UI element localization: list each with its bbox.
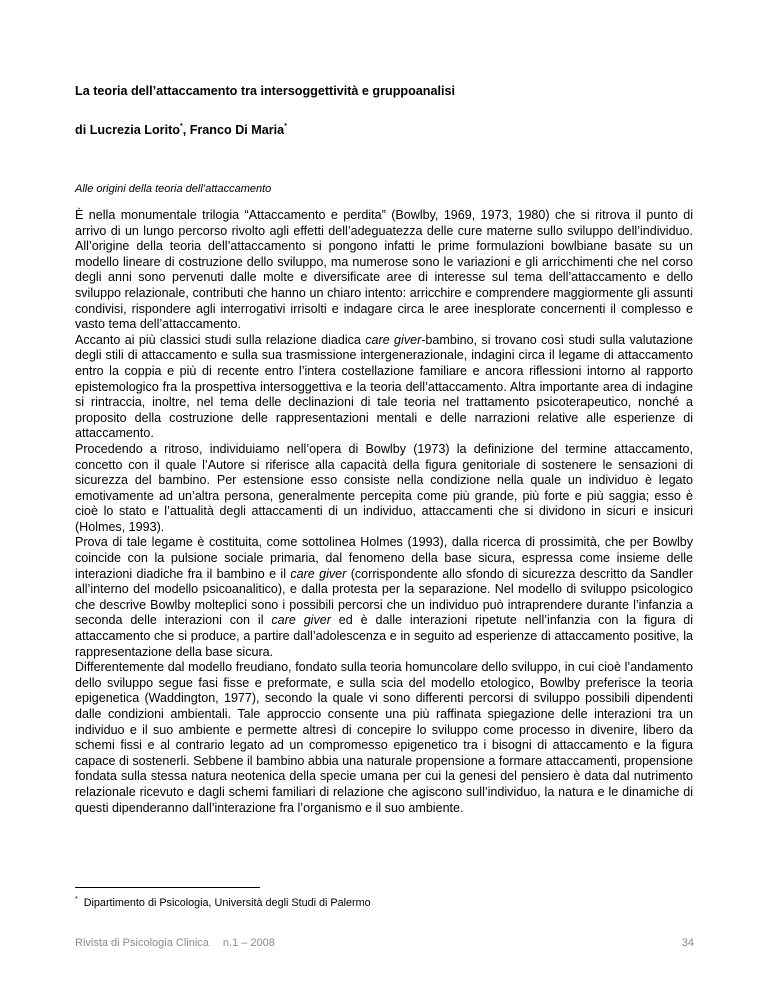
article-authors [75,122,287,138]
article-title: La teoria dell’attaccamento tra intersoggettività e gruppoanalisi [75,84,456,98]
italic-term: care giver [271,613,331,628]
footnote-text: Dipartimento di Psicologia, Università degli Studi di Palermo [83,897,371,909]
paragraph-text: (corrispondente allo sfondo di sicurezza descritto da Sandler all’interno del modello psicoanalitico), e dalla protesta per la separazione. Nel modello di sviluppo psicologico che descrive Bowlby molteplici sono i possibili percorsi che un individuo può intraprendere durante l’infanzia a seconda delle interazioni con il [75,566,693,628]
paragraph-text: Prova di tale legame è costituita, come sottolinea Holmes (1993), dalla ricerca di prossimità, che per Bowlby coincide con la pulsione sociale primaria, dal fenomeno della base sicura, espressa come insieme delle interazioni diadiche fra il bambino e il [75,535,693,581]
author-footnote-mark: * [284,123,287,130]
page-footer-journal [75,937,275,949]
footnote-mark: * [75,896,78,903]
journal-name: Rivista di Psicologia Clinica [75,937,209,949]
paragraph-text: Differentemente dal modello freudiano, fondato sulla teoria homuncolare dello sviluppo, in cui cioè l’andamento dello sviluppo segue fasi fisse e preformate, e sulla scia del modello etologico, Bowlby preferisce la teoria epigenetica (Waddington, 1977), secondo la quale vi sono differenti percorsi di sviluppo possibili dipendenti dalle condizioni ambientali. Tale approccio consente una più raffinata spiegazione delle interazioni tra un individuo e il suo ambiente e permette altresì di concepire lo sviluppo come processo in divenire, libero da schemi fissi e al contrario legato ad un compromesso epigenetico tra i bisogni di attaccamento e la figura capace di sostenerli. Sebbene il bambino abbia una naturale propensione a formare attaccamenti, propensione fondata sulla stessa natura neotenica della specie umana per cui la genesi del pensiero è data dal nutrimento relazionale ricevuto e dagli schemi familiari di relazione che agiscono sull’individuo, la natura e le dinamiche di questi dipenderanno dall’interazione fra l’organismo e il suo ambiente. [75,660,693,815]
footnote [75,896,371,910]
body-paragraph [75,535,693,660]
author-name: Franco Di Maria [189,123,285,137]
article-body [75,208,693,816]
journal-issue: n.1 – 2008 [222,937,275,949]
authors-prefix: di [75,123,90,137]
body-paragraph [75,333,693,442]
author-name: Lucrezia Lorito [89,123,180,137]
footnote-separator [75,887,260,888]
paragraph-text: Procedendo a ritroso, individuiamo nell’opera di Bowlby (1973) la definizione del termine attaccamento, concetto con il quale l’Autore si riferisce alla capacità della figura genitoriale di sostenere le sensazioni di sicurezza del bambino. Per estensione esso consiste nella condizione nella quale un individuo è legato emotivamente ad un’altra persona, generalmente percepita come più grande, più forte e più saggia; esso è cioè lo stato e l’attualità degli attaccamenti di un individuo, attaccamenti che si dividono in sicuri e insicuri (Holmes, 1993). [75,441,693,534]
author-footnote-mark: * [179,123,183,130]
paragraph-text: Accanto ai più classici studi sulla relazione diadica [75,332,366,347]
body-paragraph [75,660,693,816]
italic-term: care giver [365,332,422,347]
page-number: 34 [681,937,694,949]
section-heading: Alle origini della teoria dell’attaccamento [75,183,272,195]
body-paragraph [75,208,693,333]
italic-term: care giver [290,566,347,581]
author-separator: , [182,123,190,137]
paragraph-text: ed è dalle interazioni ripetute nell’infanzia con la figura di attaccamento che si produce, a partire dall’adolescenza e in seguito ad esperienze di attaccamento positive, la rappresentazione della base sicura. [75,613,694,659]
paragraph-text: -bambino, si trovano così studi sulla valutazione degli stili di attaccamento e sulla sua trasmissione intergenerazionale, indagini circa il legame di attaccamento entro la coppia e più di recente entro l’intera costellazione familiare e ancora riflessioni intorno al rapporto epistemologico fra la prospettiva intersoggettiva e la teoria dell’attaccamento. Altra importante area di indagine si rintraccia, inoltre, nel tema delle declinazioni di tale teoria nel trattamento psicoterapeutico, nonché a proposito della costruzione delle rappresentazioni mentali e delle narrazioni relative alle esperienze di attaccamento. [75,332,693,441]
body-paragraph [75,442,693,536]
paragraph-text: È nella monumentale trilogia “Attaccamento e perdita” (Bowlby, 1969, 1973, 1980) che si ritrova il punto di arrivo di un lungo percorso rivolto agli effetti dell’adeguatezza delle cure materne sullo sviluppo dell’individuo. All’origine della teoria dell’attaccamento si pongono infatti le prime formulazioni bowlbiane basate su un modello lineare di costruzione dello sviluppo, ma numerose sono le variazioni e gli arricchimenti che nel corso degli anni sono pervenuti dalle molte e diversificate aree di interesse sul tema dell’attaccamento e dello sviluppo relazionale, contributi che hanno un chiaro intento: arricchire e comprendere maggiormente gli assunti condivisi, rispondere agli interrogativi irrisolti e indagare circa le aree inesplorate concernenti il complesso e vasto tema dell’attaccamento. [75,208,693,332]
